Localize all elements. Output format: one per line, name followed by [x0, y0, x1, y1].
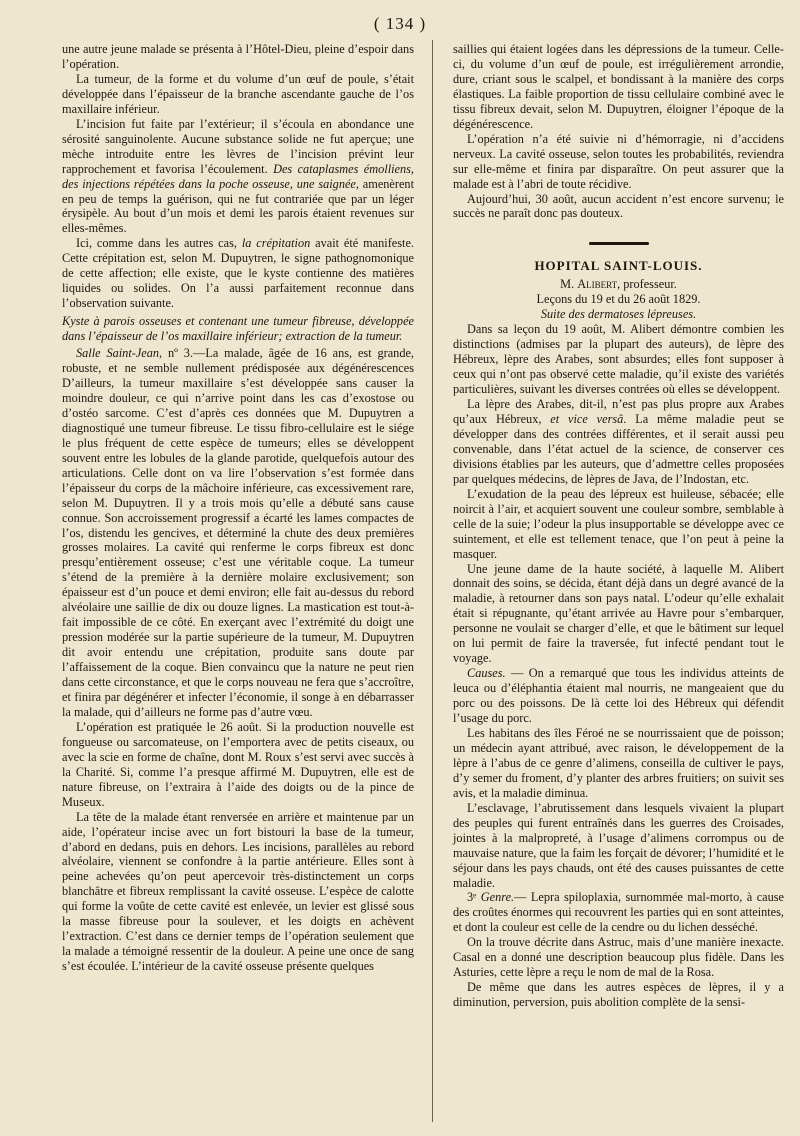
italic-text: la crépitation	[241, 236, 311, 251]
page-number: ( 134 )	[373, 14, 427, 33]
text-run: M.	[560, 277, 578, 292]
column-divider	[432, 40, 433, 1122]
paragraph: Dans sa leçon du 19 août, M. Alibert démontre combien les distinctions (admises par la plupart des auteurs), de lèpre des Hébreux, lèpre des Arabes, sont absurdes; elles font supposer à ceux qui n’ont pas observé cette maladie, qu’il existe des variétés particulières, suivant les diverses contrées où elles se développent.	[453, 322, 784, 397]
italic-text: Des cataplasmes émolliens, des injections répétées dans la poche osseuse, une saignée,	[62, 161, 414, 191]
italic-text: Salle Saint-Jean	[76, 346, 160, 361]
text-run: L’incision fut faite par l’extérieur; il s’écoula en abondance une sérosité sanguinolente. Aucune substance solide ne fut aperçue; une mèche introduite entre les lèvres de l’incision prévint leur rapprochement et favorisa l’écoulement.	[62, 116, 414, 176]
paragraph	[453, 666, 784, 726]
paragraph: Aujourd’hui, 30 août, aucun accident n’est encore survenu; le succès ne paraît donc pas douteux.	[453, 191, 784, 221]
paragraph: Les habitans des îles Féroé ne se nourrissaient que de poisson; un médecin ayant attribué, avec raison, le développement de la lèpre à l’abus de ce genre d’alimens, conseilla de cultiver le pays, d’y semer du froment, d’y planter des arbres fruitiers; on suivit ses avis, et la maladie diminua.	[453, 725, 784, 800]
italic-text: Causes.	[467, 666, 506, 681]
text-run: , nº 3.—La malade, âgée de 16 ans, est grande, robuste, et ne semble nullement prédisposée aux dégénérescences D’ailleurs, la tumeur maxillaire s’est développée sans causer la moindre douleur, ce qui n’arrive point dans les cas d’exostose ou d’ostéo sarcome. C’est d’après ces données que M. Dupuytren a diagnostiqué une tumeur fibreuse. Le tissu fibro-cellulaire est le siége le plus fréquent de cette espèce de tumeurs; elles se développent souvent entre les lobules de la glande parotide, quelquefois autour des articulations. Celle dont on va lire l’observation s’est formée dans l’épaisseur du corps de la mâchoire inférieure, cas excessivement rare, selon M. Dupuytren. Il y a trois mois qu’elle a débuté sans cause connue. Son accroissement progressif a écarté les lames compactes de l’os, distendu les gencives, et déterminé la chute des deux premières grosses molaires. La cavité qui renferme le corps fibreux est donc presqu’entièrement osseuse; c’est une véritable coque. La tumeur s’étend de la première à la dernière molaire exclusivement; son épaisseur est d’un pouce et demi environ; elle fait au-dessus du rebord alvéolaire une saillie de dix ou douze lignes. La mastication est tout-à-fait impossible de ce côté. En exerçant avec l’extrémité du doigt une pression modérée sur la partie supérieure de la tumeur, M. Dupuytren dit avoir entendu une crépitation, produite sans doute par l’affaissement de la coque. Bien convaincu que la nature ne peut rien dans cette circonstance, et que le corps nouveau ne fera que s’accroître, et finira par dégénérer et infecter l’économie, il songe à en débarrasser la malade, qui d’ailleurs ne forme pas d’autre vœu.	[62, 346, 415, 719]
paragraph: On la trouve décrite dans Astruc, mais d’une manière inexacte. Casal en a donné une description beaucoup plus fidèle. Dans les Asturies, cette lèpre a reçu le nom de mal de la Rosa.	[453, 935, 784, 980]
paragraph: L’opération est pratiquée le 26 août. Si la production nouvelle est fongueuse ou sarcomateuse, on l’emportera avec de petits ciseaux, ou avec la scie en forme de chaîne, dont M. Roux s’est servi avec succès à la Charité. Si, comme l’a presque affirmé M. Dupuytren, elle est de nature fibreuse, on l’extraira à l’aide des doigts ou de la pince de Museux.	[62, 719, 414, 809]
professor-name: Alibert	[577, 277, 618, 292]
italic-text: Genre.	[480, 890, 515, 905]
text-run: 3ᵉ	[467, 890, 481, 905]
section-title: HOPITAL SAINT-LOUIS.	[534, 258, 703, 274]
paragraph: une autre jeune malade se présenta à l’Hôtel-Dieu, pleine d’espoir dans l’opération.	[62, 42, 414, 71]
paragraph: Une jeune dame de la haute société, à laquelle M. Alibert donnait des soins, se décida, étant déjà dans un degré avancé de la maladie, à retourner dans son pays natal. L’odeur qu’elle exhalait était si répugnante, qu’étant arrivée au Havre pour s’embarquer, personne ne voulait se charger d’elle, et que le bâtiment sur lequel on lui permit de faire la traversée, fut infecté pendant tout le voyage.	[453, 561, 784, 666]
paragraph	[453, 890, 784, 935]
lecture-date: Leçons du 19 et du 26 août 1829.	[536, 292, 701, 307]
paragraph	[62, 117, 414, 237]
paragraph	[453, 397, 784, 487]
text-run: . La même maladie peut se développer dans des contrées différentes, et il serait aussi peu convenable, dans l’état actuel de la science, de conserver ces divisions établies par les auteurs, que d’admettre celles proposées par quelques médecins, de lèpres de Java, de l’Indostan, etc.	[453, 411, 784, 486]
text-run: — Lepra spiloplaxia, surnommée mal-morto, à cause des croûtes énormes qui recouvrent les parties qui en sont atteintes, et dont la couleur est celle de la cendre ou du lichen desséché.	[453, 890, 784, 935]
text-run: amenèrent en peu de temps la guérison, qui ne fut contrariée que par un léger érysipèle. Au bout d’un mois et demi les parois étaient revenues sur elles-mêmes.	[62, 176, 414, 236]
paragraph	[62, 346, 414, 720]
text-run: Ici, comme dans les autres cas,	[76, 236, 242, 251]
right-column	[453, 42, 784, 1010]
text-run: La lèpre des Arabes, dit-il, n’est pas plus propre aux Arabes qu’aux Hébreux,	[453, 397, 784, 426]
paragraph: La tumeur, de la forme et du volume d’un œuf de poule, s’était développée dans l’épaisseur de la branche ascendante gauche de l’os maxillaire inférieur.	[62, 71, 414, 116]
professor-line	[453, 277, 784, 292]
lecture-subtitle: Suite des dermatoses lépreuses.	[540, 307, 697, 322]
text-run: avait été manifeste. Cette crépitation est, selon M. Dupuytren, le signe pathognomonique de cette affection; elle existe, que le kyste contienne des matières liquides ou solides. On l’a aussi parfaitement reconnue dans l’observation suivante.	[62, 236, 414, 311]
paragraph: saillies qui étaient logées dans les dépressions de la tumeur. Celle-ci, du volume d’un œuf de poule, est irrégulièrement arrondie, dure, criant sous le scalpel, et bondissant à la manière des corps élastiques. La faible proportion de tissu cellulaire combiné avec le tissu fibreux devait, selon M. Dupuytren, éloigner l’époque de la dégénérescence.	[453, 42, 784, 131]
paragraph: L’exudation de la peau des lépreux est huileuse, sébacée; elle noircit à l’air, et acquiert souvent une couleur sombre, semblable à celle de la suie; l’odeur la plus insupportable se développe avec ce suintement, et elle est tellement tenace, que l’on peut à peine la masquer.	[453, 486, 784, 561]
text-run: , professeur.	[617, 277, 677, 292]
left-column	[62, 42, 414, 974]
paragraph: La tête de la malade étant renversée en arrière et maintenue par un aide, l’opérateur incise avec un fort bistouri la base de la tumeur, d’abord en dedans, puis en dehors. Les incisions, parallèles au rebord alvéolaire, viennent se confondre à la partie antérieure. Elles sont à peine achevées qu’on peut apercevoir très-distinctement un corps blanchâtre et fibreux remplissant la cavité osseuse. L’espèce de calotte qui forme la voûte de cette cavité est enlevée, un levier est glissé sous la masse fibreuse pour la soulever, et les doigts en achèvent l’extraction. C’est dans ce dernier temps de l’opération seulement que la malade a témoigné ressentir de la douleur. A peine une once de sang s’est écoulée. L’intérieur de la cavité osseuse présente quelques	[62, 809, 414, 974]
italic-text: et vice versâ	[550, 411, 624, 426]
paragraph	[62, 236, 414, 311]
paragraph: L’opération n’a été suivie ni d’hémorragie, ni d’accidens nerveux. La cavité osseuse, selon toutes les probabilités, reviendra sur elle-même et finira par disparaître. On peut assurer que la malade est à l’abri de toute récidive.	[453, 131, 784, 191]
ornament-divider	[453, 235, 784, 245]
paragraph: L’esclavage, l’abrutissement dans lesquels vivaient la plupart des peuples qui furent entraînés dans les guerres des Croisades, jointes à la malpropreté, à l’usage d’alimens corrompus ou de mauvaise nature, que la faim les forçait de dévorer; l’humidité et le séjour dans les pays chauds, ont été des causes puissantes de cette maladie.	[453, 800, 784, 890]
paragraph: De même que dans les autres espèces de lèpres, il y a diminution, perversion, puis abolition complète de la sensi-	[453, 980, 784, 1010]
text-run: — On a remarqué que tous les individus atteints de leuca ou d’éléphantia étaient mal nourris, ne mangeaient que du porc ou des poissons. De là cette loi des Hébreux qui défendit l’usage du porc.	[453, 666, 784, 726]
ornament-rule	[589, 242, 649, 245]
case-subheading: Kyste à parois osseuses et contenant une tumeur fibreuse, développée dans l’épaisseur de l’os maxillaire inférieur; extraction de la tumeur.	[62, 314, 414, 344]
